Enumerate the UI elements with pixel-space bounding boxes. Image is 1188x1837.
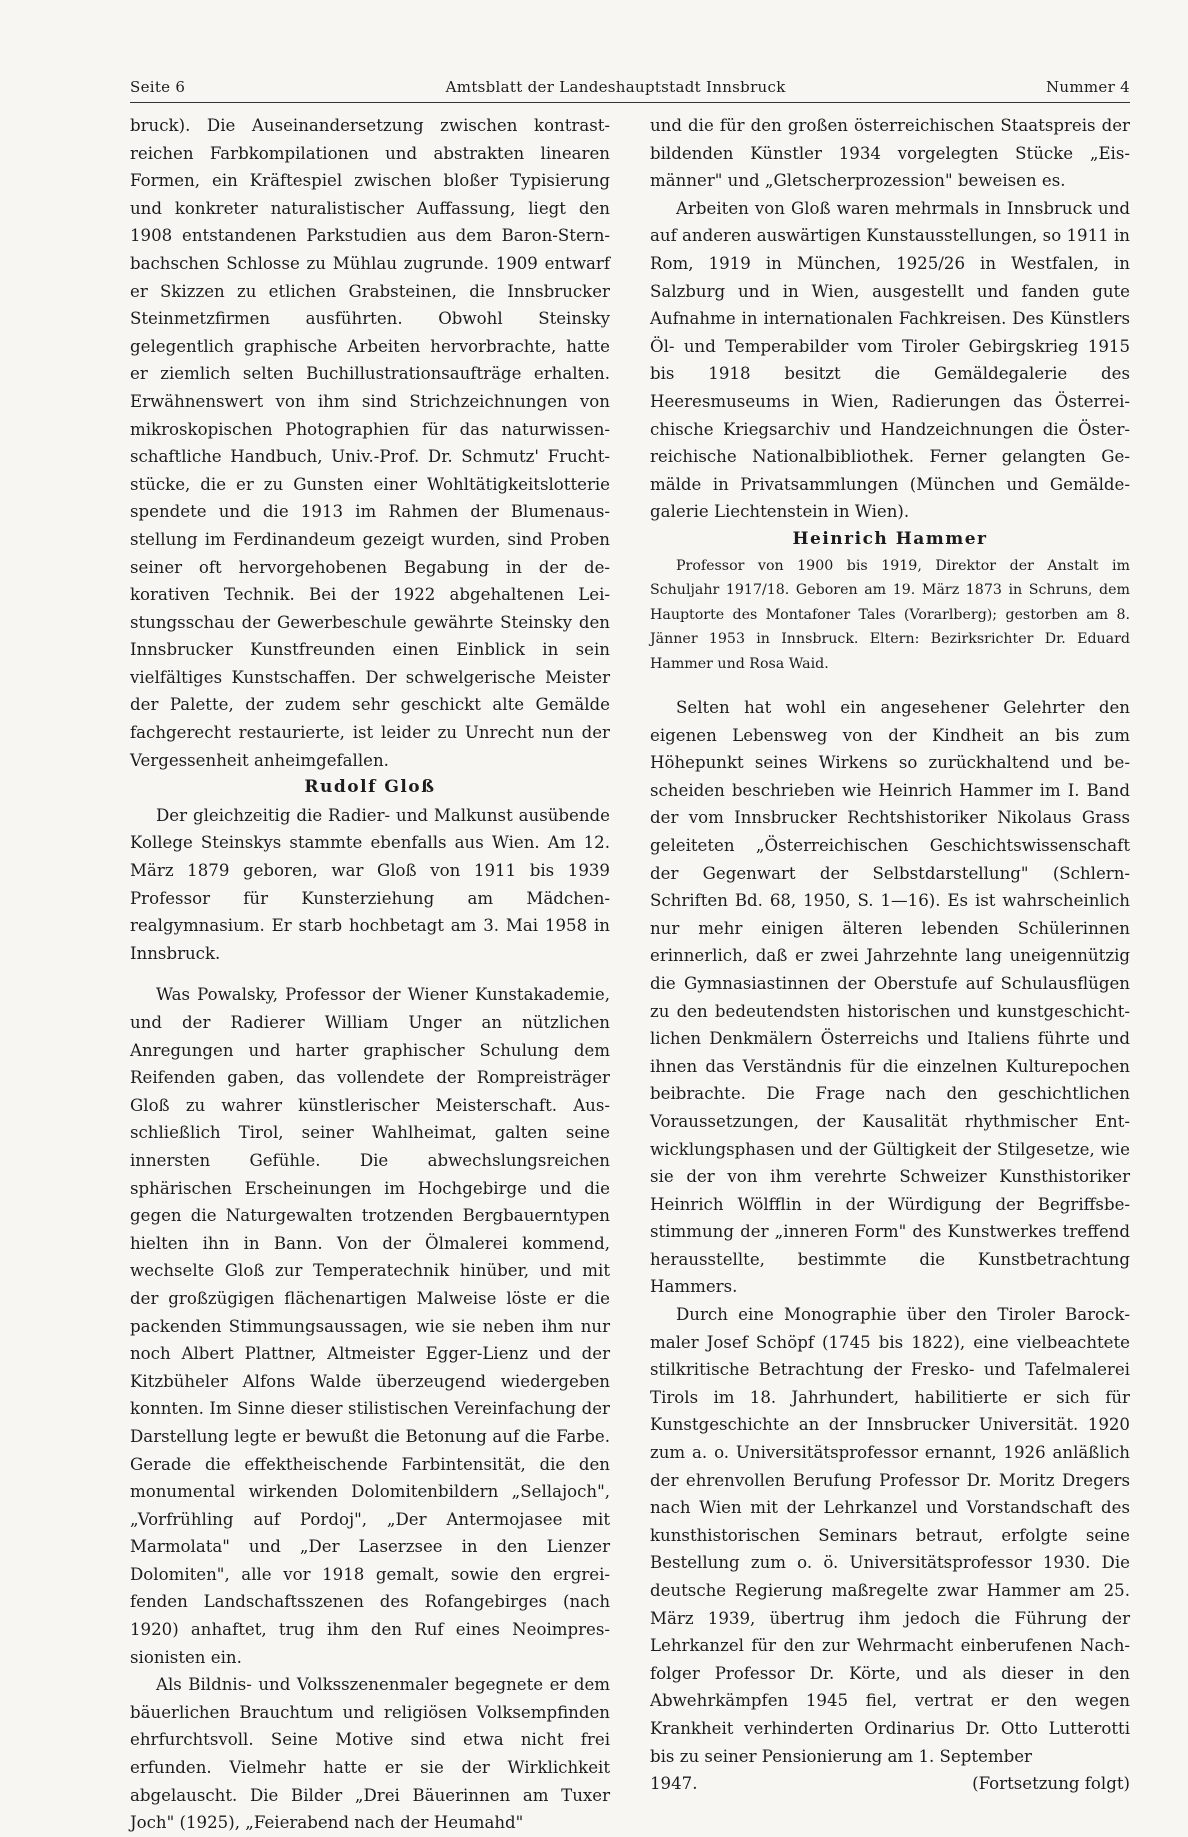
page-number: Seite 6 (130, 78, 186, 96)
paragraph: bruck). Die Auseinandersetzung zwischen kontrastreichen Farbkompilationen und abstrakten linearen Formen, ein Kräftespiel zwischen bloßer Typisierung und konkreter naturalistischer Auffassung, liegt den 1908 entstandenen Parkstudien aus dem Baron-Sternbachschen Schlosse zu Mühlau zugrunde. 1909 entwarf er Skizzen zu etlichen Grabsteinen, die Innsbrucker Steinmetzfirmen ausführten. Obwohl Steinsky gelegentlich graphische Arbeiten hervorbrachte, hatte er ziemlich selten Buchillustrationsaufträge erhalten. Erwähnenswert von ihm sind Strichzeichnungen von mikroskopischen Photographien für das naturwissenschaftliche Handbuch, Univ.-Prof. Dr. Schmutz' Fruchtstücke, die er zu Gunsten einer Wohltätigkeitslotterie spendete und die 1913 im Rahmen der Blumenausstellung im Ferdinandeum gezeigt wurden, sind Proben seiner oft hervorgehobenen Begabung in der dekorativen Technik. Bei der 1922 abgehaltenen Leistungsschau der Gewerbeschule gewährte Steinsky den Innsbrucker Kunstfreunden einen Einblick in sein vielfältiges Kunstschaffen. Der schwelgerische Meister der Palette, der zudem sehr geschickt alte Gemälde fachgerecht restaurierte, ist leider zu Unrecht nun der Vergessenheit anheimgefallen. (130, 116, 610, 770)
closing-line (650, 1770, 1130, 1798)
section-heading-gloss: Rudolf Gloß (304, 777, 436, 798)
issue-number: Nummer 4 (1046, 78, 1130, 96)
right-column (650, 112, 1130, 1798)
header-rule (130, 102, 1130, 103)
publication-title: Amtsblatt der Landeshauptstadt Innsbruck (445, 78, 786, 96)
continuation-note: (Fortsetzung folgt) (972, 1774, 1130, 1794)
paragraph: Als Bildnis- und Volksszenenmaler begegnete er dem bäuerlichen Brauchtum und religiösen Volksempfinden ehrfurchtsvoll. Seine Motive sind etwa nicht frei erfunden. Vielmehr hatte er sie der Wirklichkeit abgelauscht. Die Bilder „Drei Bäuerinnen am Tuxer Joch" (1925), „Feierabend nach der Heumahd" (130, 1675, 610, 1833)
paragraph: Der gleichzeitig die Radier- und Malkunst ausübende Kollege Steinskys stammte ebenfalls aus Wien. Am 12. März 1879 geboren, war Gloß von 1911 bis 1939 Professor für Kunsterziehung am Mädchenrealgymnasium. Er starb hochbetagt am 3. Mai 1958 in Innsbruck. (130, 805, 610, 963)
left-column (130, 112, 610, 1837)
paragraph: Selten hat wohl ein angesehener Gelehrter den eigenen Lebensweg von der Kindheit an bis zum Höhepunkt seines Wirkens so zurückhaltend und bescheiden beschrieben wie Heinrich Hammer im I. Band der vom Innsbrucker Rechtshistoriker Nikolaus Grass geleiteten „Österreichischen Geschichtswissenschaft der Gegenwart der Selbstdarstellung" (Schlern-Schriften Bd. 68, 1950, S. 1—16). Es ist wahrscheinlich nur mehr einigen älteren lebenden Schülerinnen erinnerlich, daß er zwei Jahrzehnte lang uneigennützig die Gymnasiastinnen der Oberstufe auf Schulausflügen zu den bedeutendsten historischen und kunstgeschichtlichen Denkmälern Österreichs und Italiens führte und ihnen das Verständnis für die einzelnen Kulturepochen beibrachte. Die Frage nach den geschichtlichen Voraussetzungen, der Kausalität rhythmischer Entwicklungsphasen und der Gültigkeit der Stilgesetze, wie sie der von ihm verehrte Schweizer Kunsthistoriker Heinrich Wölfflin in der Würdigung der Begriffsbestimmung der „inneren Form" des Kunstwerkes treffend herausstellte, bestimmte die Kunstbetrachtung Hammers. (650, 698, 1130, 1297)
final-year: 1947. (650, 1774, 698, 1794)
paragraph: Durch eine Monographie über den Tiroler Barockmaler Josef Schöpf (1745 bis 1822), eine vielbeachtete stilkritische Betrachtung der Fresko- und Tafelmalerei Tirols im 18. Jahrhundert, habilitierte er sich für Kunstgeschichte an der Innsbrucker Universität. 1920 zum a. o. Universitätsprofessor ernannt, 1926 anläßlich der ehrenvollen Berufung Professor Dr. Moritz Dregers nach Wien mit der Lehrkanzel und Vorstandschaft des kunsthistorischen Seminars betraut, erfolgte seine Bestellung zum o. ö. Universitätsprofessor 1930. Die deutsche Regierung maßregelte zwar Hammer am 25. März 1939, übertrug ihm jedoch die Führung der Lehrkanzel für den zur Wehrmacht einberufenen Nachfolger Professor Dr. Körte, und als dieser in den Abwehrkämpfen 1945 fiel, vertrat er den wegen Krankheit verhinderten Ordinarius Dr. Otto Lutterotti bis zu seiner Pensionierung am 1. September (650, 1305, 1130, 1766)
paragraph: Arbeiten von Gloß waren mehrmals in Innsbruck und auf anderen auswärtigen Kunstausstellungen, so 1911 in Rom, 1919 in München, 1925/26 in Westfalen, in Salzburg und in Wien, ausgestellt und fanden gute Aufnahme in internationalen Fachkreisen. Des Künstlers Öl- und Temperabilder vom Tiroler Gebirgskrieg 1915 bis 1918 besitzt die Gemäldegalerie des Heeresmuseums in Wien, Radierungen das Österreichische Kriegsarchiv und Handzeichnungen die Österreichische Nationalbibliothek. Ferner gelangten Gemälde in Privatsammlungen (München und Gemäldegalerie Liechtenstein in Wien). (650, 198, 1130, 522)
section-heading-hammer: Heinrich Hammer (792, 528, 988, 549)
paragraph: und die für den großen österreichischen Staatspreis der bildenden Künstler 1934 vorgelegten Stücke „Eismänner" und „Gletscherprozession" beweisen es. (650, 116, 1130, 191)
paragraph: Was Powalsky, Professor der Wiener Kunstakademie, und der Radierer William Unger an nützlichen Anregungen und harter graphischer Schulung dem Reifenden gaben, das vollendete der Rompreisträger Gloß zu wahrer künstlerischer Meisterschaft. Ausschließlich Tirol, seiner Wahlheimat, galten seine innersten Gefühle. Die abwechslungsreichen sphärischen Erscheinungen im Hochgebirge und die gegen die Naturgewalten trotzenden Bergbauerntypen hielten ihn in Bann. Von der Ölmalerei kommend, wechselte Gloß zur Temperatechnik hinüber, und mit der großzügigen flächenartigen Malweise löste er die packenden Stimmungsaussagen, wie sie neben ihm nur noch Albert Plattner, Altmeister Egger-Lienz und der Kitzbüheler Alfons Walde überzeugend wiedergeben konnten. Im Sinne dieser stilistischen Vereinfachung der Darstellung legte er bewußt die Betonung auf die Farbe. Gerade die effektheischende Farbintensität, die den monumental wirkenden Dolomitenbildern „Sellajoch", „Vorfrühling auf Pordoj", „Der Antermojasee mit Marmolata" und „Der Laserzsee in den Lienzer Dolomiten", alle vor 1918 gemalt, sowie den ergreifenden Landschaftsszenen des Rofangebirges (nach 1920) anhaftet, trug ihm den Ruf eines Neoimpressionisten ein. (130, 985, 610, 1667)
page-header (130, 78, 1130, 96)
biography-note: Professor von 1900 bis 1919, Direktor der Anstalt im Schuljahr 1917/18. Geboren am 19. März 1873 in Schruns, dem Hauptorte des Montafoner Tales (Vorarlberg); gestorben am 8. Jänner 1953 in Innsbruck. Eltern: Bezirksrichter Dr. Eduard Hammer und Rosa Waid. (650, 557, 1130, 672)
